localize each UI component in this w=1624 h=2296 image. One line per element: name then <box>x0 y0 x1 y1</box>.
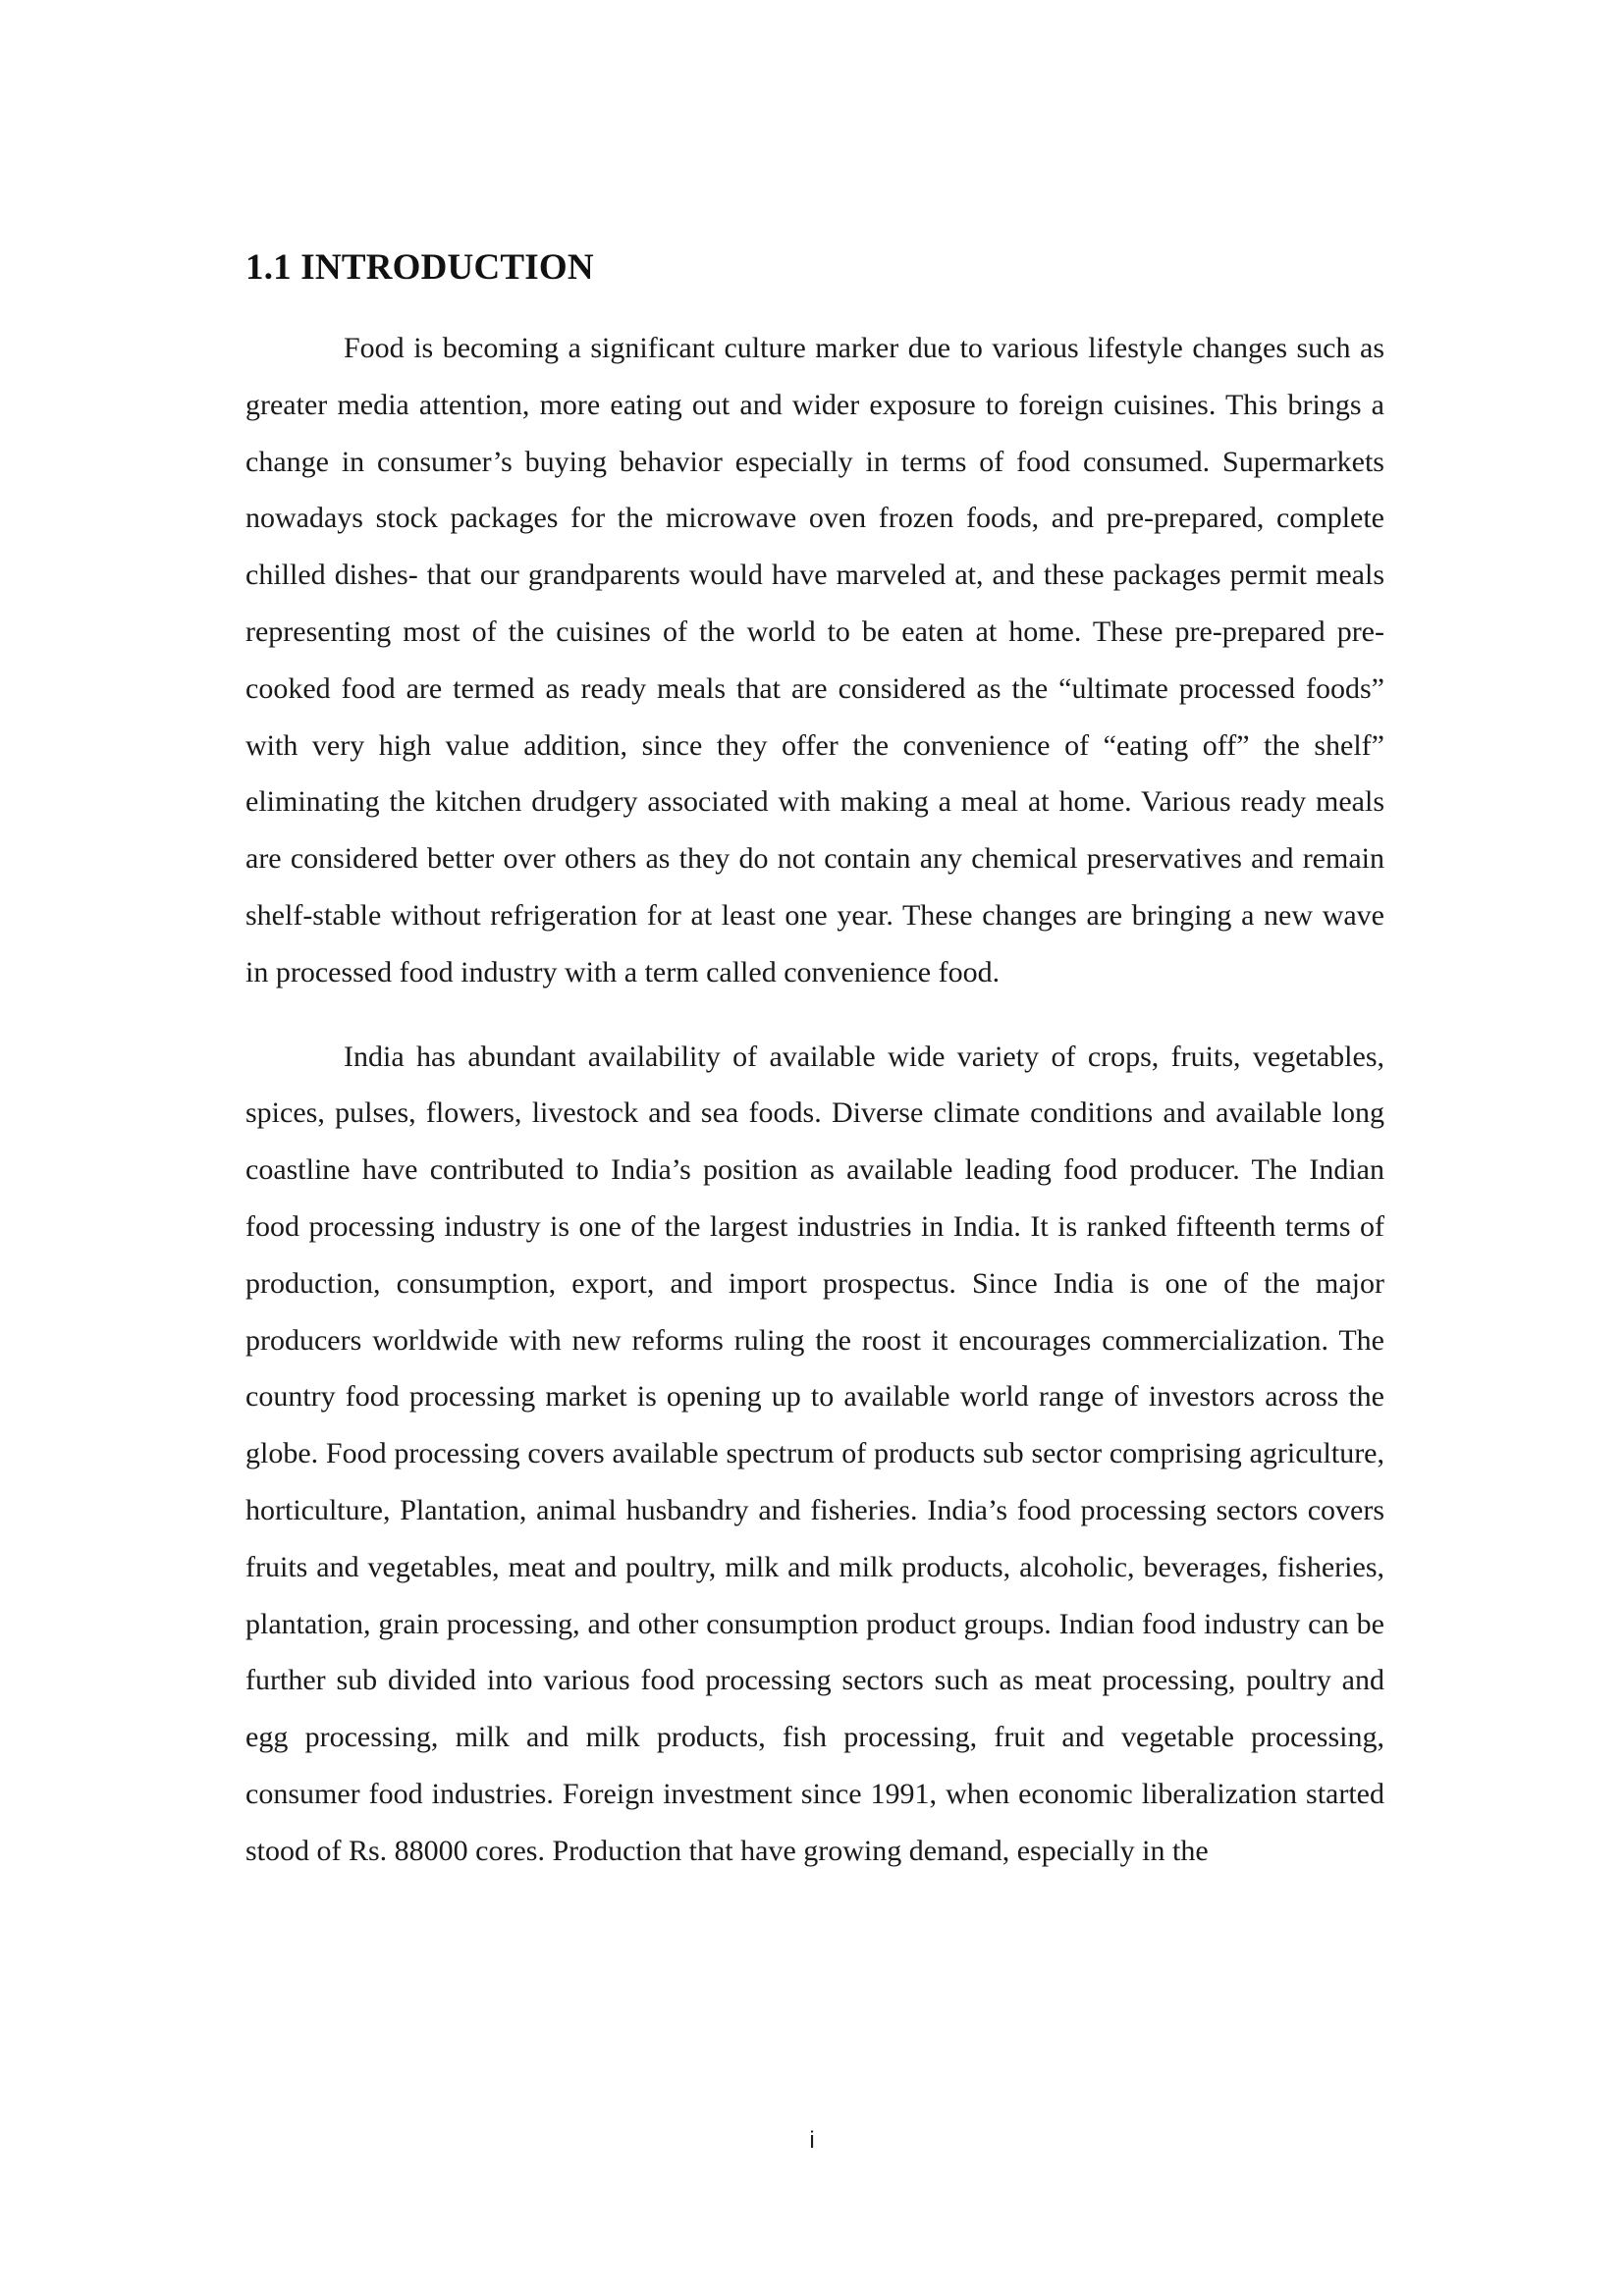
body-paragraph-2: India has abundant availability of available wide variety of crops, fruits, vegetables, spices, pulses, flowers, livestock and sea foods. Diverse climate conditions and available long coastline have contributed to India’s position as available leading food producer. The Indian food processing industry is one of the largest industries in India. It is ranked fifteenth terms of production, consumption, export, and import prospectus. Since India is one of the major producers worldwide with new reforms ruling the roost it encourages commercialization. The country food processing market is opening up to available world range of investors across the globe. Food processing covers available spectrum of products sub sector comprising agriculture, horticulture, Plantation, animal husbandry and fisheries. India’s food processing sectors covers fruits and vegetables, meat and poultry, milk and milk products, alcoholic, beverages, fisheries, plantation, grain processing, and other consumption product groups. Indian food industry can be further sub divided into various food processing sectors such as meat processing, poultry and egg processing, milk and milk products, fish processing, fruit and vegetable processing, consumer food industries. Foreign investment since 1991, when economic liberalization started stood of Rs. 88000 cores. Production that have growing demand, especially in the <box>245 1040 1384 1867</box>
section-heading: 1.1 INTRODUCTION <box>245 247 594 288</box>
body-paragraph-1: Food is becoming a significant culture marker due to various lifestyle changes such as greater media attention, more eating out and wider exposure to foreign cuisines. This brings a change in consumer’s buying behavior especially in terms of food consumed. Supermarkets nowadays stock packages for the microwave oven frozen foods, and pre-prepared, complete chilled dishes- that our grandparents would have marveled at, and these packages permit meals representing most of the cuisines of the world to be eaten at home. These pre-prepared pre-cooked food are termed as ready meals that are considered as the “ultimate processed foods” with very high value addition, since they offer the convenience of “eating off” the shelf” eliminating the kitchen drudgery associated with making a meal at home. Various ready meals are considered better over others as they do not contain any chemical preservatives and remain shelf-stable without refrigeration for at least one year. These changes are bringing a new wave in processed food industry with a term called convenience food. <box>245 332 1384 988</box>
page-number: i <box>809 2127 815 2154</box>
page-content <box>245 243 1384 1907</box>
